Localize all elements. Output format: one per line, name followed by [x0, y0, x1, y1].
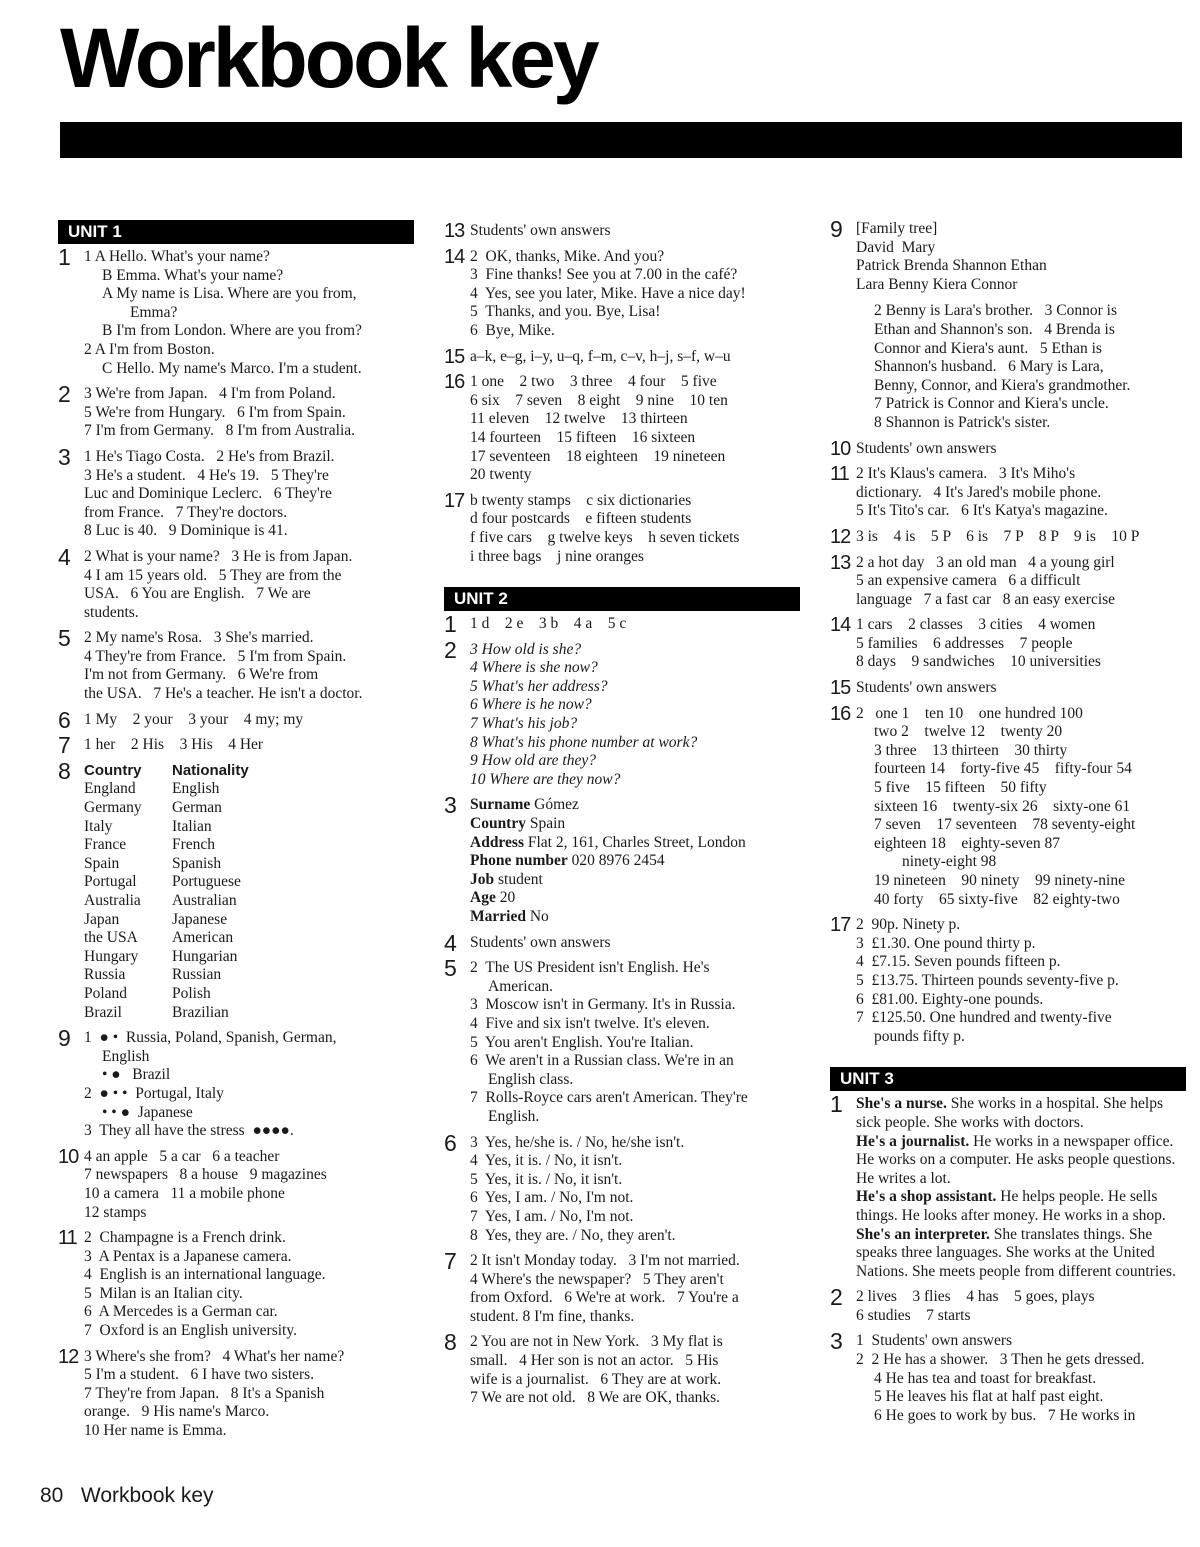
table-cell: Russian [172, 966, 222, 984]
job-title: He's a journalist. [856, 1132, 970, 1150]
answer-line: 10 Where are they now? [470, 770, 621, 788]
table-cell: Brazilian [172, 1003, 229, 1021]
table-cell: Australian [172, 892, 237, 909]
spacer [444, 573, 800, 587]
form-label: Surname [470, 796, 531, 814]
answer-line: B I'm from London. Where are you from? [102, 322, 362, 340]
exercise-number: 4 [58, 543, 71, 570]
exercise-12 [830, 525, 1186, 548]
answer-line: 2 What is your name? 3 He is from Japan. [84, 547, 353, 565]
answer-line: 5 We're from Hungary. 6 I'm from Spain. [84, 403, 346, 421]
answer-line: 2 A I'm from Boston. [84, 340, 215, 358]
answer-line: 7 I'm from Germany. 8 I'm from Australia. [84, 422, 356, 440]
family-tree [856, 220, 1186, 294]
paragraph [856, 1133, 1186, 1189]
answer-line: from Oxford. 6 We're at work. 7 You're a [470, 1289, 739, 1307]
exercise-number: 8 [58, 757, 71, 784]
exercise-5 [58, 625, 414, 703]
answer-line: 20 twenty [470, 466, 532, 484]
answer-line: Emma? [130, 303, 178, 321]
answer-line: 5 I'm a student. 6 I have two sisters. [84, 1366, 315, 1384]
exercise-number: 5 [58, 625, 71, 652]
tree-label: [Family tree] [856, 220, 938, 237]
answer-line: orange. 9 His name's Marco. [84, 1403, 270, 1421]
answer-line: 9 How old are they? [470, 752, 596, 770]
answer-line: 6 We aren't in a Russian class. We're in an [470, 1052, 734, 1070]
u2-exercise-8 [444, 1329, 800, 1407]
page-number: 80 [40, 1484, 64, 1507]
column-2 [444, 222, 800, 1415]
answer-line: students. [84, 603, 139, 621]
exercise-15 [444, 345, 800, 368]
paragraph-text: He works in a newspaper office. He works on a computer. He asks people questions. He writes a lot. [856, 1132, 1176, 1187]
answer-line: I'm not from Germany. 6 We're from [84, 666, 319, 684]
u2-exercise-7 [444, 1248, 800, 1326]
footer-label: Workbook key [80, 1484, 214, 1507]
spacer [856, 294, 1186, 302]
answer-line: 7 Oxford is an English university. [84, 1322, 297, 1340]
exercise-number: 12 [58, 1345, 79, 1368]
answer-line: 2 Benny is Lara's brother. 3 Connor is [874, 302, 1118, 320]
answer-line: English class. [488, 1070, 574, 1088]
table-cell: Japanese [172, 910, 228, 928]
table-cell: French [172, 836, 216, 854]
answer-line: 7 What's his job? [470, 715, 578, 733]
u2-exercise-4 [444, 929, 800, 956]
table-header-nationality: Nationality [172, 761, 249, 779]
exercise-3 [58, 443, 414, 541]
answer-line: Shannon's husband. 6 Mary is Lara, [874, 358, 1104, 376]
answer-line: 8 Yes, they are. / No, they aren't. [470, 1226, 676, 1244]
answer-line: b twenty stamps c six dictionaries [470, 491, 692, 509]
exercise-number: 5 [444, 955, 457, 982]
answer-line: 4 £7.15. Seven pounds fifteen p. [856, 953, 1061, 971]
answer-line: 7 Yes, I am. / No, I'm not. [470, 1207, 634, 1225]
answer-line: 4 Where is she now? [470, 659, 598, 677]
answer-line: 5 five 15 fifteen 50 fifty [874, 779, 1047, 797]
exercise-number: 14 [444, 245, 465, 268]
answer-line: 3 They all have the stress ●●●●. [84, 1122, 294, 1140]
exercise-number: 2 [444, 636, 457, 663]
answer-line: 1 ● • Russia, Poland, Spanish, German, [84, 1029, 337, 1047]
answer-line: 2 It's Klaus's camera. 3 It's Miho's [856, 465, 1076, 483]
table-cell: Hungary [84, 947, 139, 965]
answer-line: the USA. 7 He's a teacher. He isn't a doctor. [84, 685, 363, 703]
exercise-10 [830, 437, 1186, 460]
answer-line: Luc and Dominique Leclerc. 6 They're [84, 485, 332, 503]
paragraph [856, 1095, 1186, 1132]
exercise-number: 13 [444, 220, 465, 242]
answer-line: 6 Where is he now? [470, 696, 592, 714]
exercise-17 [830, 916, 1186, 1046]
table-cell: Polish [172, 984, 211, 1002]
table-cell: Portuguese [172, 873, 241, 891]
answer-line: 3 Yes, he/she is. / No, he/she isn't. [470, 1133, 685, 1151]
answer-line: USA. 6 You are English. 7 We are [84, 585, 311, 603]
answer-line: 3 £1.30. One pound thirty p. [856, 934, 1036, 952]
answer-line: 7 newspapers 8 a house 9 magazines [84, 1166, 327, 1184]
answer-line: Students' own answers [856, 439, 997, 457]
u3-exercise-1 [830, 1091, 1186, 1281]
answer-line: i three bags j nine oranges [470, 547, 644, 565]
answer-line: pounds fifty p. [874, 1027, 965, 1045]
answer-line: 2 You are not in New York. 3 My flat is [470, 1333, 723, 1351]
answer-line: 7 Rolls-Royce cars aren't American. They're [470, 1089, 748, 1107]
answer-line: a–k, e–g, i–y, u–q, f–m, c–v, h–j, s–f, w–u [470, 347, 731, 365]
exercise-14 [444, 245, 800, 341]
form-row [470, 908, 800, 927]
answer-line: 5 What's her address? [470, 677, 608, 695]
exercise-number: 16 [830, 702, 851, 725]
tree-row: Patrick Brenda Shannon Ethan [856, 257, 1047, 275]
exercise-number: 3 [58, 443, 71, 470]
answer-line: 3 A Pentax is a Japanese camera. [84, 1247, 292, 1265]
exercise-4 [58, 543, 414, 622]
answer-line: 2 a hot day 3 an old man 4 a young girl [856, 553, 1115, 571]
unit-2-header: UNIT 2 [444, 587, 800, 611]
form-value: Flat 2, 161, Charles Street, London [527, 833, 746, 851]
exercise-17 [444, 489, 800, 566]
form-value: Gómez [534, 796, 579, 814]
exercise-number: 3 [444, 792, 457, 819]
answer-line: A My name is Lisa. Where are you from, [102, 285, 357, 303]
answer-line: 2 90p. Ninety p. [856, 916, 961, 934]
exercise-number: 6 [58, 706, 71, 733]
answer-line: 6 He goes to work by bus. 7 He works in [874, 1406, 1136, 1424]
answer-line: 6 Yes, I am. / No, I'm not. [470, 1189, 634, 1207]
exercise-1 [58, 244, 414, 378]
exercise-11 [58, 1229, 414, 1341]
answer-line: Benny, Connor, and Kiera's grandmother. [874, 376, 1131, 394]
answer-line: 8 Shannon is Patrick's sister. [874, 413, 1051, 431]
u2-exercise-2 [444, 636, 800, 790]
answer-line: 7 Patrick is Connor and Kiera's uncle. [874, 395, 1109, 413]
answer-line: 2 The US President isn't English. He's [470, 959, 710, 977]
nationality-table [84, 762, 414, 1022]
answer-line: 17 seventeen 18 eighteen 19 nineteen [470, 447, 726, 465]
answer-line: 6 A Mercedes is a German car. [84, 1303, 278, 1321]
table-cell: Spanish [172, 854, 222, 872]
exercise-number: 10 [830, 437, 851, 460]
form-row [470, 852, 800, 871]
answer-line: 1 Students' own answers [856, 1332, 1013, 1350]
form-label: Address [470, 833, 524, 851]
tree-row: Lara Benny Kiera Connor [856, 275, 1018, 293]
exercise-16 [830, 702, 1186, 910]
form-label: Age [470, 889, 496, 907]
answer-line: 3 three 13 thirteen 30 thirty [874, 741, 1068, 759]
answer-line: 5 families 6 addresses 7 people [856, 634, 1073, 652]
exercise-number: 11 [830, 463, 849, 486]
answer-line: 4 He has tea and toast for breakfast. [874, 1369, 1097, 1387]
answer-line: 2 It isn't Monday today. 3 I'm not married. [470, 1252, 740, 1270]
answer-line: 5 He leaves his flat at half past eight. [874, 1388, 1104, 1406]
form-value: No [529, 908, 549, 925]
form-value: student [498, 870, 543, 888]
answer-line: 5 an expensive camera 6 a difficult [856, 572, 1081, 590]
table-cell: Spain [84, 854, 120, 872]
exercise-6 [58, 706, 414, 733]
answer-line: eighteen 18 eighty-seven 87 [874, 834, 1060, 852]
answer-line: 8 days 9 sandwiches 10 universities [856, 653, 1101, 671]
exercise-number: 14 [830, 614, 851, 637]
form-label: Country [470, 815, 526, 833]
form-row [470, 889, 800, 908]
answer-line: 6 £81.00. Eighty-one pounds. [856, 990, 1044, 1008]
answer-line: sixteen 16 twenty-six 26 sixty-one 61 [874, 797, 1131, 815]
table-cell: France [84, 836, 127, 854]
column-1 [58, 220, 414, 1448]
paragraph [856, 1226, 1186, 1282]
u2-exercise-5 [444, 955, 800, 1126]
table-cell: Russia [84, 966, 126, 984]
answer-line: 2 OK, thanks, Mike. And you? [470, 247, 665, 265]
answer-line: Students' own answers [470, 222, 611, 239]
answer-line: 4 Five and six isn't twelve. It's eleven. [470, 1014, 710, 1032]
answer-line: American. [488, 977, 553, 995]
table-cell: Brazil [84, 1003, 122, 1021]
answer-line: English. [488, 1107, 540, 1125]
exercise-number: 17 [830, 914, 851, 937]
exercise-number: 7 [58, 732, 71, 759]
answer-line: • ● Brazil [102, 1066, 171, 1084]
table-cell: the USA [84, 929, 138, 947]
answer-line: 1 one 2 two 3 three 4 four 5 five [470, 373, 717, 391]
exercise-number: 8 [444, 1329, 457, 1356]
answer-line: 2 one 1 ten 10 one hundred 100 [856, 704, 1083, 722]
answer-line: 4 Yes, see you later, Mike. Have a nice day! [470, 284, 746, 302]
u2-exercise-3 [444, 792, 800, 926]
answer-line: fourteen 14 forty-five 45 fifty-four 54 [874, 760, 1132, 778]
form-value: 20 [499, 889, 516, 907]
answer-line: 3 Fine thanks! See you at 7.00 in the café? [470, 266, 738, 284]
answer-line: 3 Moscow isn't in Germany. It's in Russia. [470, 996, 736, 1014]
answer-line: 7 They're from Japan. 8 It's a Spanish [84, 1384, 325, 1402]
exercise-7 [58, 732, 414, 759]
u3-exercise-3 [830, 1328, 1186, 1425]
exercise-13 [830, 551, 1186, 610]
answer-line: 4 English is an international language. [84, 1266, 326, 1284]
column-3 [830, 216, 1186, 1432]
answer-line: 5 Thanks, and you. Bye, Lisa! [470, 303, 661, 321]
answer-line: 6 studies 7 starts [856, 1306, 971, 1324]
exercise-number: 7 [444, 1248, 457, 1275]
paragraph-text: She works in a hospital. She helps sick people. She works with doctors. [856, 1095, 1163, 1131]
form-row [470, 871, 800, 890]
answer-line: 14 fourteen 15 fifteen 16 sixteen [470, 428, 696, 446]
u2-exercise-6 [444, 1129, 800, 1246]
exercise-12 [58, 1345, 414, 1441]
answer-line: 3 How old is she? [470, 640, 582, 658]
form-value: Spain [529, 815, 566, 833]
job-title: She's an interpreter. [856, 1225, 990, 1243]
answer-line: Students' own answers [470, 933, 611, 951]
answer-line: d four postcards e fifteen students [470, 510, 692, 528]
answer-line: 3 We're from Japan. 4 I'm from Poland. [84, 385, 336, 403]
answer-line: 7 £125.50. One hundred and twenty-five [856, 1009, 1112, 1027]
table-cell: Portugal [84, 873, 137, 891]
answer-line: 4 Where's the newspaper? 5 They aren't [470, 1270, 724, 1288]
answer-line: 1 her 2 His 3 His 4 Her [84, 736, 264, 754]
exercise-14 [830, 616, 1186, 672]
exercise-number: 15 [830, 677, 851, 700]
form-value: 020 8976 2454 [571, 852, 665, 870]
answer-line: student. 8 I'm fine, thanks. [470, 1307, 635, 1325]
answer-line: 10 a camera 11 a mobile phone [84, 1184, 285, 1202]
answer-line: 11 eleven 12 twelve 13 thirteen [470, 410, 688, 428]
answer-line: 4 They're from France. 5 I'm from Spain. [84, 647, 347, 665]
exercise-number: 2 [58, 381, 71, 408]
answer-line: 7 We are not old. 8 We are OK, thanks. [470, 1389, 721, 1407]
answer-line: 2 ● • • Portugal, Italy [84, 1084, 224, 1102]
answer-line: Ethan and Shannon's son. 4 Brenda is [874, 320, 1115, 338]
exercise-number: 1 [58, 244, 71, 270]
answer-line: • • ● Japanese [102, 1103, 193, 1121]
exercise-number: 4 [444, 929, 457, 956]
table-cell: Italian [172, 817, 212, 835]
table-cell: Australia [84, 892, 141, 909]
job-title: She's a nurse. [856, 1095, 947, 1113]
title-bar [60, 122, 1182, 158]
answer-line: 6 six 7 seven 8 eight 9 nine 10 ten [470, 391, 728, 409]
answer-line: 1 d 2 e 3 b 4 a 5 c [470, 615, 627, 633]
answer-line: 3 He's a student. 4 He's 19. 5 They're [84, 466, 329, 484]
answer-line: 2 2 He has a shower. 3 Then he gets dressed. [856, 1351, 1145, 1369]
page-title: Workbook key [60, 11, 597, 105]
answer-line: 19 nineteen 90 ninety 99 ninety-nine [874, 872, 1125, 889]
table-cell: Poland [84, 984, 128, 1002]
u2-exercise-1 [444, 611, 800, 638]
paragraph-text: He helps people. He sells things. He looks after money. He works in a shop. [856, 1188, 1166, 1224]
answer-line: 1 cars 2 classes 3 cities 4 women [856, 616, 1096, 634]
answer-line: 8 What's his phone number at work? [470, 733, 698, 751]
exercise-9-family-tree [830, 216, 1186, 433]
answer-line: 7 seven 17 seventeen 78 seventy-eight [874, 816, 1136, 834]
exercise-number: 17 [444, 489, 465, 512]
answer-line: 2 My name's Rosa. 3 She's married. [84, 629, 314, 647]
table-cell: England [84, 780, 136, 798]
answer-line: 5 Yes, it is. / No, it isn't. [470, 1170, 623, 1188]
answer-line: 4 Yes, it is. / No, it isn't. [470, 1152, 623, 1170]
form-row [470, 815, 800, 834]
tree-row: David Mary [856, 238, 936, 256]
table-cell: Japan [84, 910, 120, 928]
answer-line: 2 lives 3 flies 4 has 5 goes, plays [856, 1288, 1095, 1306]
exercise-11 [830, 465, 1186, 521]
exercise-number: 2 [830, 1284, 843, 1311]
answer-line: C Hello. My name's Marco. I'm a student. [102, 359, 362, 377]
answer-line: dictionary. 4 It's Jared's mobile phone. [856, 483, 1102, 501]
answer-line: 40 forty 65 sixty-five 82 eighty-two [874, 890, 1120, 908]
answer-line: 2 Champagne is a French drink. [84, 1229, 286, 1247]
answer-line: two 2 twelve 12 twenty 20 [874, 723, 1063, 741]
form-row [470, 834, 800, 853]
exercise-number: 1 [444, 611, 457, 638]
answer-line: Students' own answers [856, 679, 997, 697]
form-label: Job [470, 870, 495, 888]
exercise-2 [58, 381, 414, 441]
answer-line: Connor and Kiera's aunt. 5 Ethan is [874, 339, 1102, 357]
table-cell: Italy [84, 817, 113, 835]
answer-line: from France. 7 They're doctors. [84, 503, 288, 521]
paragraph [856, 1188, 1186, 1225]
answer-line: 8 Luc is 40. 9 Dominique is 41. [84, 522, 288, 540]
exercise-number: 6 [444, 1129, 457, 1156]
exercise-number: 15 [444, 345, 465, 368]
exercise-number: 3 [830, 1328, 843, 1355]
unit-1-header: UNIT 1 [58, 220, 414, 244]
table-header-country: Country [84, 761, 142, 779]
form-label: Phone number [470, 852, 568, 870]
answer-line: 5 Milan is an Italian city. [84, 1284, 243, 1302]
exercise-number: 9 [830, 216, 843, 242]
table-cell: American [172, 929, 234, 947]
answer-line: small. 4 Her son is not an actor. 5 His [470, 1352, 719, 1370]
answer-line: 12 stamps [84, 1203, 147, 1221]
answer-line: ninety-eight 98 [902, 853, 997, 871]
answer-line: 6 Bye, Mike. [470, 321, 555, 339]
answer-line: 4 an apple 5 a car 6 a teacher [84, 1147, 280, 1165]
unit-3-header: UNIT 3 [830, 1067, 1186, 1091]
answer-line: 5 You aren't English. You're Italian. [470, 1033, 694, 1051]
table-cell: Hungarian [172, 947, 238, 965]
table-cell: German [172, 799, 222, 817]
exercise-16 [444, 373, 800, 485]
answer-line: f five cars g twelve keys h seven tickets [470, 528, 740, 546]
form-label: Married [470, 908, 526, 925]
answer-line: 3 is 4 is 5 P 6 is 7 P 8 P 9 is 10 P [856, 527, 1140, 545]
exercise-number: 10 [58, 1145, 79, 1168]
answer-line: 5 It's Tito's car. 6 It's Katya's magazine. [856, 502, 1108, 520]
exercise-number: 12 [830, 525, 851, 548]
answer-line: language 7 a fast car 8 an easy exercise [856, 590, 1116, 608]
table-cell: Germany [84, 799, 142, 817]
answer-line: B Emma. What's your name? [102, 266, 284, 284]
answer-line: English [102, 1047, 150, 1065]
answer-line: 5 £13.75. Thirteen pounds seventy-five p. [856, 971, 1119, 989]
answer-line: wife is a journalist. 6 They are at work. [470, 1370, 722, 1388]
exercise-15 [830, 679, 1186, 698]
table-cell: English [172, 780, 220, 798]
exercise-13 [444, 222, 800, 241]
page-footer [40, 1484, 214, 1508]
paragraph-text: She translates things. She speaks three languages. She works at the United Nations. She meets people from different countries. [856, 1225, 1176, 1280]
job-title: He's a shop assistant. [856, 1188, 997, 1206]
answer-line: 10 Her name is Emma. [84, 1422, 227, 1440]
form-row [470, 796, 800, 815]
exercise-8 [58, 757, 414, 1022]
spacer [830, 1053, 1186, 1067]
u3-exercise-2 [830, 1284, 1186, 1325]
exercise-9 [58, 1025, 414, 1141]
answer-line: 1 He's Tiago Costa. 2 He's from Brazil. [84, 447, 335, 465]
exercise-number: 1 [830, 1091, 843, 1118]
answer-line: 1 My 2 your 3 your 4 my; my [84, 710, 304, 728]
exercise-number: 13 [830, 551, 851, 574]
exercise-number: 11 [58, 1227, 77, 1250]
exercise-10 [58, 1145, 414, 1222]
answer-line: 1 A Hello. What's your name? [84, 248, 270, 265]
exercise-number: 9 [58, 1025, 71, 1052]
exercise-number: 16 [444, 371, 465, 394]
answer-line: 3 Where's she from? 4 What's her name? [84, 1347, 345, 1365]
answer-line: 4 I am 15 years old. 5 They are from the [84, 566, 342, 584]
